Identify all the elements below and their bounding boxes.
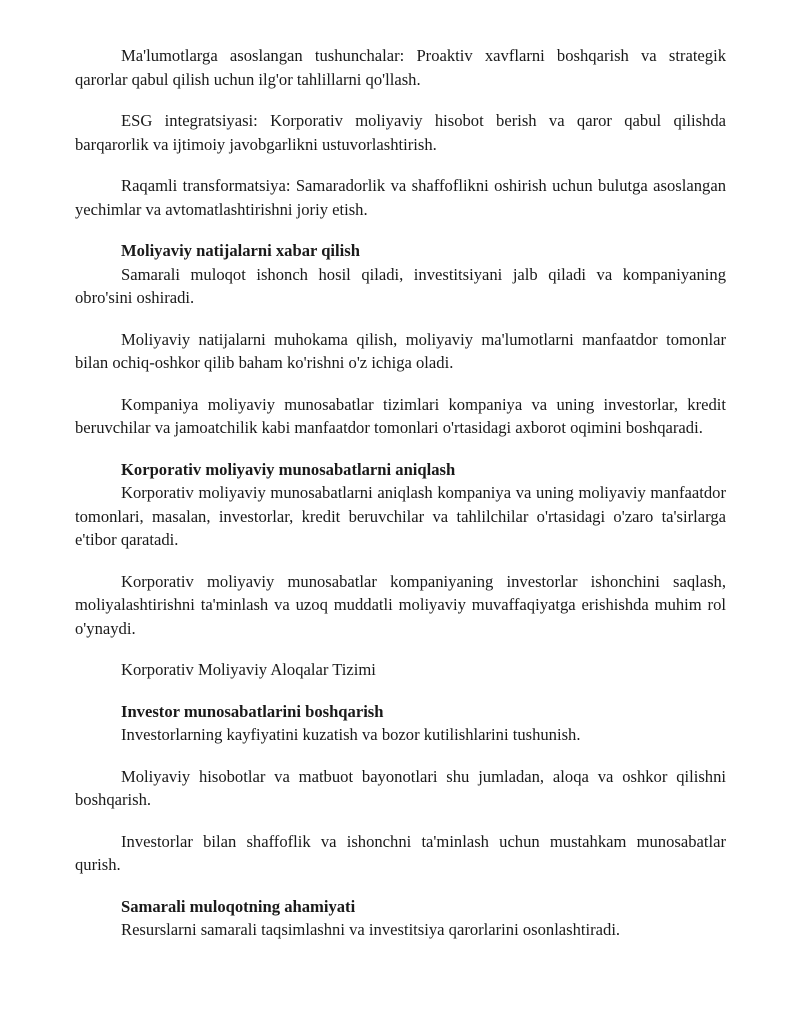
paragraph: Korporativ moliyaviy munosabatlar kompaniyaning investorlar ishonchini saqlash, moliyalashtirishni ta'minlash va uzoq muddatli moliyaviy muvaffaqiyatga erishishda muhim rol o'ynaydi. [75, 571, 726, 638]
section-heading: Moliyaviy natijalarni xabar qilish [121, 241, 360, 260]
section-heading: Samarali muloqotning ahamiyati [121, 896, 356, 916]
paragraph: Samarali muloqot ishonch hosil qiladi, investitsiyani jalb qiladi va kompaniyaning obro'sini oshiradi. [75, 264, 726, 307]
paragraph: Korporativ Moliyaviy Aloqalar Tizimi [121, 660, 376, 679]
paragraph: Kompaniya moliyaviy munosabatlar tizimlari kompaniya va uning investorlar, kredit beruvchilar va jamoatchilik kabi manfaatdor tomonlari o'rtasidagi axborot oqimini boshqaradi. [75, 394, 726, 437]
section-heading: Korporativ moliyaviy munosabatlarni aniqlash [121, 459, 456, 479]
paragraph: Resurslarni samarali taqsimlashni va investitsiya qarorlarini osonlashtiradi. [121, 920, 621, 939]
paragraph: Moliyaviy natijalarni muhokama qilish, moliyaviy ma'lumotlarni manfaatdor tomonlar bilan ochiq-oshkor qilib baham ko'rishni o'z ichiga oladi. [75, 329, 726, 372]
section-heading: Investor munosabatlarini boshqarish [121, 701, 384, 721]
document-page [75, 44, 726, 942]
paragraph: Moliyaviy hisobotlar va matbuot bayonotlari shu jumladan, aloqa va oshkor qilishni boshqarish. [75, 766, 726, 809]
paragraph: Raqamli transformatsiya: Samaradorlik va shaffoflikni oshirish uchun bulutga asoslangan yechimlar va avtomatlashtirishni joriy etish. [75, 176, 726, 219]
paragraph: Investorlar bilan shaffoflik va ishonchni ta'minlash uchun mustahkam munosabatlar qurish. [75, 831, 726, 874]
paragraph: ESG integratsiyasi: Korporativ moliyaviy hisobot berish va qaror qabul qilishda barqarorlik va ijtimoiy javobgarlikni ustuvorlashtirish. [75, 111, 726, 154]
paragraph: Ma'lumotlarga asoslangan tushunchalar: Proaktiv xavflarni boshqarish va strategik qarorlar qabul qilish uchun ilg'or tahlillarni qo'llash. [75, 46, 726, 89]
paragraph: Korporativ moliyaviy munosabatlarni aniqlash kompaniya va uning moliyaviy manfaatdor tomonlari, masalan, investorlar, kredit beruvchilar va tahlilchilar o'rtasidagi o'zaro ta'sirlarga e'tibor qaratadi. [75, 483, 726, 549]
paragraph: Investorlarning kayfiyatini kuzatish va bozor kutilishlarini tushunish. [121, 725, 581, 744]
